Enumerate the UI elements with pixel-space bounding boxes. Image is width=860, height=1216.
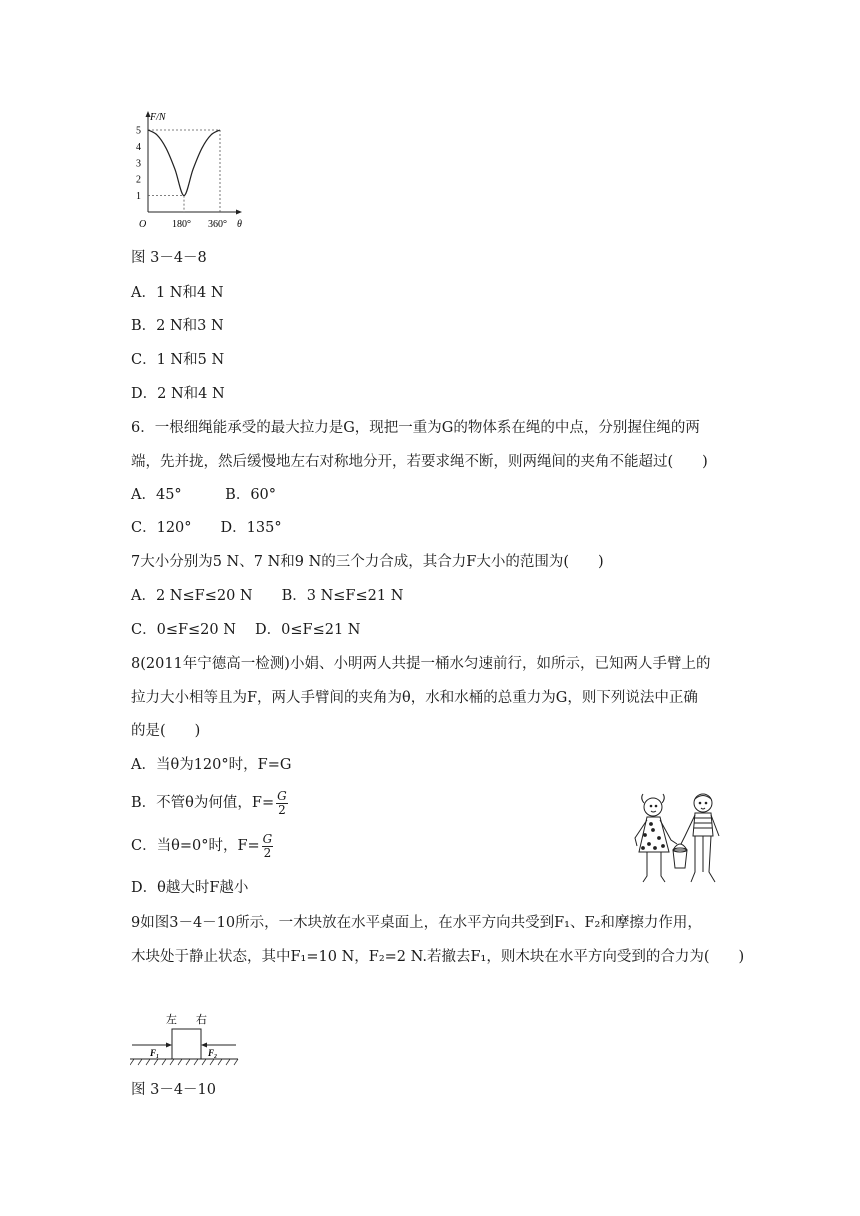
q8-stem-line2: 拉力大小相等且为F，两人手臂间的夹角为θ，水和水桶的总重力为G，则下列说法中正确 — [131, 690, 698, 706]
q8-option-d: D．θ越大时F越小 — [131, 880, 249, 896]
q8-option-b-text: B．不管θ为何值，F= — [131, 795, 275, 811]
q5-option-b: B．2 N和3 N — [131, 318, 224, 334]
y-tick-label: 3 — [136, 158, 141, 170]
q8-option-b — [131, 786, 290, 820]
x-axis-label: θ — [237, 219, 242, 230]
q9-stem-line2: 木块处于静止状态，其中F₁=10 N，F₂=2 N.若撤去F₁，则木块在水平方向受到的合力为( ) — [131, 949, 745, 965]
q7-options-row2: C．0≤F≤20 N D．0≤F≤21 N — [131, 622, 361, 638]
q9-stem-line1: 9如图3－4－10所示，一木块放在水平桌面上，在水平方向共受到F₁、F₂和摩擦力作用， — [131, 915, 702, 931]
left-label: 左 — [166, 1014, 177, 1026]
q8-stem-line3: 的是( ) — [131, 723, 201, 739]
x-tick-360: 360° — [208, 219, 227, 230]
q8-option-a: A．当θ为120°时，F=G — [131, 757, 292, 773]
force-curve — [148, 130, 220, 196]
q8-option-c — [131, 829, 275, 863]
y-tick-label: 1 — [136, 191, 141, 203]
force-angle-graph — [128, 108, 258, 234]
q7-stem: 7大小分别为5 N、7 N和9 N的三个力合成，其合力F大小的范围为( ) — [131, 554, 604, 570]
q6-options-row2: C．120° D．135° — [131, 520, 282, 536]
y-tick-label: 4 — [136, 141, 141, 153]
figure-caption-3-4-10: 图 3－4－10 — [131, 1082, 217, 1098]
q8-stem-line1: 8(2011年宁德高一检测)小娟、小明两人共提一桶水匀速前行，如所示，已知两人手臂上的 — [131, 656, 711, 672]
y-tick-label: 2 — [136, 174, 141, 186]
q6-stem-line2: 端，先并拢，然后缓慢地左右对称地分开，若要求绳不断，则两绳间的夹角不能超过( ) — [131, 454, 708, 470]
f2-label: F₂ — [208, 1048, 218, 1058]
y-axis-label: F/N — [150, 112, 166, 123]
q6-stem-line1: 6．一根细绳能承受的最大拉力是G，现把一重为G的物体系在绳的中点，分别握住绳的两 — [131, 420, 700, 436]
f1-label: F₁ — [150, 1048, 160, 1058]
g-over-2-fraction: $\frac{G}{2}$ — [277, 788, 287, 817]
q7-options-row1: A．2 N≤F≤20 N B．3 N≤F≤21 N — [131, 588, 404, 604]
block-on-table-diagram — [130, 1012, 240, 1068]
q6-options-row1: A．45° B．60° — [131, 487, 277, 503]
y-tick-label: 5 — [136, 125, 141, 137]
q5-option-a: A．1 N和4 N — [131, 285, 224, 301]
right-label: 右 — [196, 1014, 207, 1026]
q5-option-c: C．1 N和5 N — [131, 352, 225, 368]
g-over-2-fraction: $\frac{G}{2}$ — [262, 831, 273, 860]
q5-option-d: D．2 N和4 N — [131, 386, 225, 402]
figure-caption-3-4-8: 图 3－4－8 — [131, 250, 207, 266]
children-carrying-bucket-illustration — [625, 790, 725, 890]
origin-label: O — [139, 219, 147, 230]
wood-block — [172, 1029, 201, 1059]
q8-option-c-text: C．当θ=0°时，F= — [131, 838, 260, 854]
x-tick-180: 180° — [172, 219, 191, 230]
